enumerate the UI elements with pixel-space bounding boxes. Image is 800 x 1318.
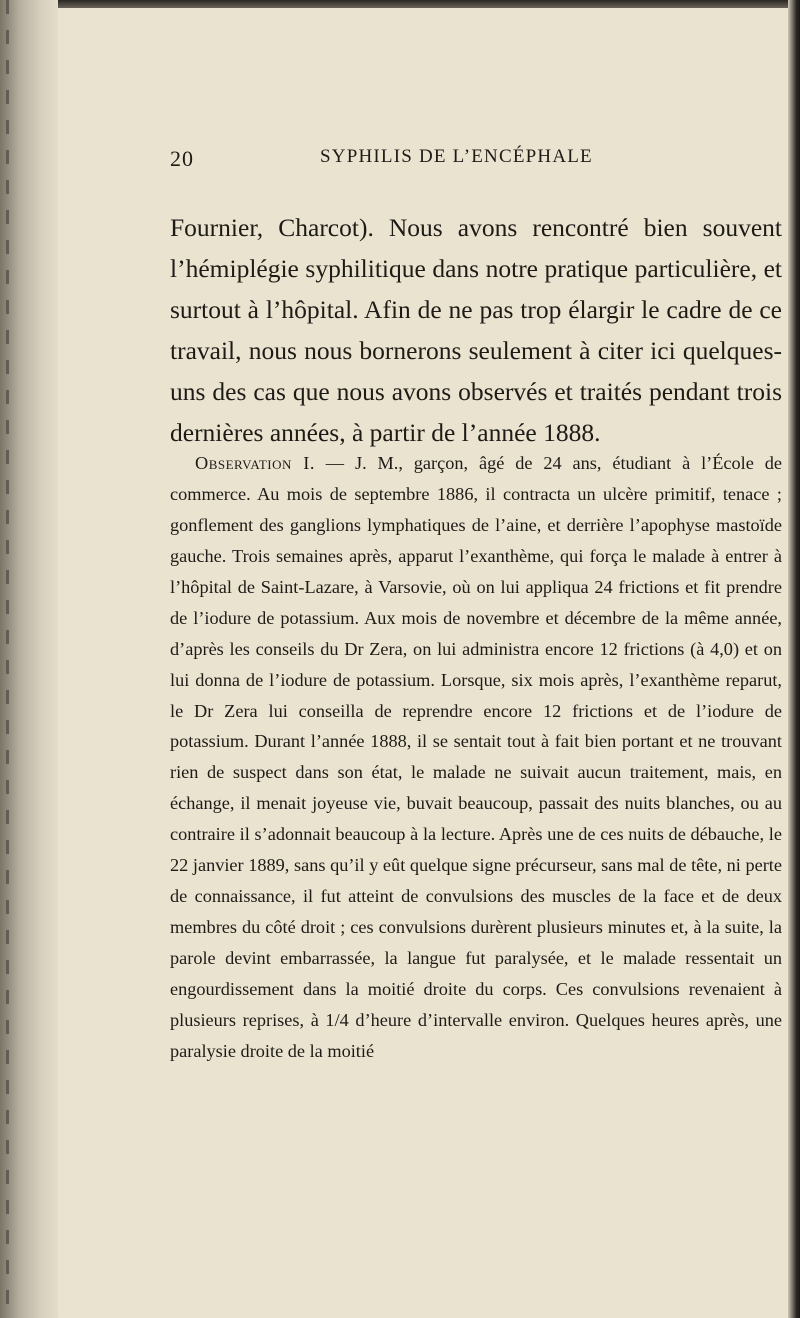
page-number: 20 — [170, 146, 194, 171]
observation-text: — J. M., garçon, âgé de 24 ans, étudiant à l’École de commerce. Au mois de septembre 1886, il contracta un ulcère primitif, tenace ; gonflement des ganglions lymphatiques de l’aine, et derrière l’apophyse mastoïde gauche. Trois semaines après, apparut l’exanthème, qui força le malade à entrer à l’hôpital de Saint-Lazare, à Varsovie, où on lui appliqua 24 frictions et fit prendre de l’iodure de potassium. Aux mois de novembre et décembre de la même année, d’après les conseils du Dr Zera, on lui administra encore 12 frictions (à 4,0) et on lui donna de l’iodure de potassium. Lorsque, six mois après, l’exanthème reparut, le Dr Zera lui conseilla de reprendre encore 12 frictions et de l’iodure de potassium. Durant l’année 1888, il se sentait tout à fait bien portant et ne trouvant rien de suspect dans son état, le malade ne suivait aucun traitement, mais, en échange, il menait joyeuse vie, buvait beaucoup, passait des nuits blanches, ou au contraire il s’adonnait beaucoup à la lecture. Après une de ces nuits de débauche, le 22 janvier 1889, sans qu’il y eût quelque signe précurseur, sans mal de tête, ni perte de connaissance, il fut atteint de convulsions des muscles de la face et de deux membres du côté droit ; ces convulsions durèrent plusieurs minutes et, à la suite, la parole devint embarrassée, la langue fut paralysée, et le malade ressentait un engourdissement dans la moitié droite du corps. Ces convulsions revenaient à plusieurs reprises, à 1/4 d’heure d’intervalle environ. Quelques heures après, une paralysie droite de la moitié — [170, 453, 782, 1061]
intro-paragraph: Fournier, Charcot). Nous avons rencontré bien souvent l’hémiplégie syphilitique dans notre pratique particulière, et surtout à l’hôpital. Afin de ne pas trop élargir le cadre de ce travail, nous nous bornerons seulement à citer ici quelques-uns des cas que nous avons observés et traités pendant trois dernières années, à partir de l’année 1888. — [170, 212, 782, 447]
running-head — [170, 146, 780, 174]
observation-paragraph — [170, 448, 782, 1066]
observation-label: Observation I. — [195, 453, 315, 474]
running-title: SYPHILIS DE L’ENCÉPHALE — [320, 146, 593, 167]
